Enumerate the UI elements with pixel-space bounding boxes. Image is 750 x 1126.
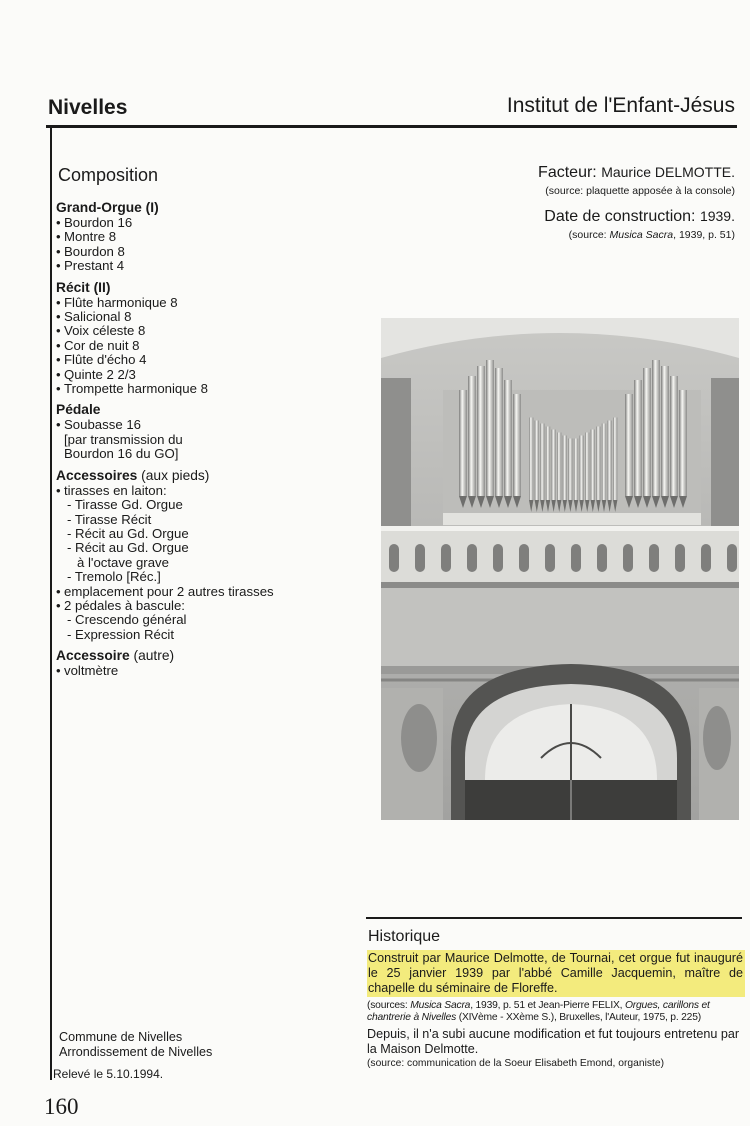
historique-paragraph: Depuis, il n'a subi aucune modification et fut toujours entretenu par la Maison Delmotte. bbox=[367, 1027, 740, 1056]
baluster-opening bbox=[649, 544, 659, 572]
stop-note: Bourdon 16 du GO] bbox=[64, 446, 179, 462]
accessory-item: • 2 pédales à bascule: bbox=[56, 597, 185, 613]
organ-pipe bbox=[551, 430, 555, 501]
organ-pipe bbox=[602, 424, 606, 501]
baluster-opening bbox=[389, 544, 399, 572]
accessory-subitem: - Crescendo général bbox=[67, 612, 187, 628]
baluster-opening bbox=[571, 544, 581, 572]
historique-title: Historique bbox=[368, 928, 441, 945]
stop-item: • Bourdon 8 bbox=[56, 243, 125, 259]
stop-item: • Cor de nuit 8 bbox=[56, 337, 140, 353]
organ-pipe bbox=[591, 430, 595, 501]
baluster-opening bbox=[623, 544, 633, 572]
date-source: (source: Musica Sacra, 1939, p. 51) bbox=[568, 229, 735, 241]
historique-body bbox=[367, 950, 745, 1070]
organ-photo bbox=[381, 318, 739, 820]
organ-pipe bbox=[546, 427, 550, 501]
facteur-value: Maurice DELMOTTE. bbox=[601, 164, 735, 180]
pedale-heading: Pédale bbox=[56, 402, 101, 418]
organ-pipe bbox=[596, 427, 600, 501]
accessory-item: • emplacement pour 2 autres tirasses bbox=[56, 583, 274, 599]
organ-pipe bbox=[568, 439, 572, 501]
stop-item: • Flûte d'écho 4 bbox=[56, 352, 147, 368]
historique-rule bbox=[366, 917, 742, 919]
baluster-opening bbox=[727, 544, 737, 572]
grand-orgue-heading: Grand-Orgue (I) bbox=[56, 200, 159, 215]
stop-item: • Bourdon 16 bbox=[56, 215, 133, 230]
stop-item: • Soubasse 16 bbox=[56, 417, 141, 433]
accessory-subitem: - Expression Récit bbox=[67, 626, 175, 642]
composition-title: Composition bbox=[58, 165, 159, 185]
organ-pipe bbox=[634, 380, 642, 496]
accessoires-pieds-heading: Accessoires (aux pieds) bbox=[56, 467, 210, 483]
accessory-item: • tirasses en laiton: bbox=[56, 482, 167, 498]
date-value: 1939. bbox=[699, 208, 735, 224]
baluster-opening bbox=[493, 544, 503, 572]
facteur-source: (source: plaquette apposée à la console) bbox=[545, 185, 735, 197]
composition-list bbox=[56, 200, 356, 685]
stop-item: • Salicional 8 bbox=[56, 309, 132, 325]
organ-pipe bbox=[607, 421, 611, 501]
organ-pipe bbox=[529, 418, 533, 501]
accessory-subitem: - Récit au Gd. Orgue bbox=[67, 540, 189, 556]
commune-block bbox=[59, 1030, 212, 1060]
organ-pipe bbox=[579, 436, 583, 501]
organ-pipe bbox=[643, 368, 651, 496]
organ-pipe bbox=[504, 380, 512, 496]
organ-pipe bbox=[486, 360, 494, 496]
accessoires-pieds-section bbox=[56, 468, 356, 642]
organ-pipe bbox=[679, 390, 687, 496]
organ-pipe bbox=[540, 424, 544, 501]
accessoire-autre-heading: Accessoire (autre) bbox=[56, 648, 175, 664]
organ-pipe bbox=[563, 436, 567, 501]
baluster-opening bbox=[675, 544, 685, 572]
grand-orgue-section bbox=[56, 200, 356, 274]
baluster-opening bbox=[441, 544, 451, 572]
organ-pipe bbox=[585, 433, 589, 501]
accessoire-autre-section bbox=[56, 648, 356, 678]
facteur-label: Facteur: bbox=[538, 164, 597, 181]
organ-pipe bbox=[670, 376, 678, 496]
stop-item: • Montre 8 bbox=[56, 229, 117, 245]
facteur-block bbox=[538, 164, 735, 197]
date-label: Date de construction: bbox=[544, 208, 696, 225]
accessory-subitem: - Tirasse Gd. Orgue bbox=[67, 497, 183, 513]
organ-pipe bbox=[477, 366, 485, 496]
commune-line: Commune de Nivelles bbox=[59, 1030, 183, 1044]
baluster-opening bbox=[467, 544, 477, 572]
organ-pipe bbox=[495, 368, 503, 496]
stop-item: • Trompette harmonique 8 bbox=[56, 381, 208, 397]
accessory-subitem: - Tirasse Récit bbox=[67, 511, 152, 527]
accessory-subitem: - Tremolo [Réc.] bbox=[67, 569, 161, 585]
recit-section bbox=[56, 280, 356, 397]
organ-pipes-left bbox=[459, 360, 521, 508]
baluster-opening bbox=[415, 544, 425, 572]
stop-note: [par transmission du bbox=[64, 431, 183, 447]
pedale-section bbox=[56, 402, 356, 461]
historique-paragraph-source: (source: communication de la Soeur Elisabeth Emond, organiste) bbox=[367, 1058, 665, 1069]
stop-item: • Quinte 2 2/3 bbox=[56, 366, 136, 382]
baluster-opening bbox=[597, 544, 607, 572]
baluster-opening bbox=[701, 544, 711, 572]
organ-pipe bbox=[557, 433, 561, 501]
accessory-subitem-cont: à l'octave grave bbox=[77, 554, 169, 570]
organ-pipe bbox=[468, 376, 476, 496]
accessory-item: • voltmètre bbox=[56, 663, 119, 679]
page-number: 160 bbox=[44, 1094, 79, 1119]
organ-pipe bbox=[625, 394, 633, 496]
baluster-opening bbox=[545, 544, 555, 572]
arrondissement-line: Arrondissement de Nivelles bbox=[59, 1045, 213, 1059]
baluster-opening bbox=[519, 544, 529, 572]
institution-heading: Institut de l'Enfant-Jésus bbox=[506, 94, 735, 117]
organ-pipe bbox=[661, 366, 669, 496]
left-margin-rule bbox=[50, 128, 52, 1080]
organ-pipe bbox=[574, 439, 578, 501]
releve-date: Relevé le 5.10.1994. bbox=[53, 1067, 164, 1081]
stop-item: • Prestant 4 bbox=[56, 258, 125, 274]
historique-sources: (sources: Musica Sacra, 1939, p. 51 et Jean-Pierre FELIX, Orgues, carillons et chantrerie à Nivelles (XIVème - XXème S.), Bruxelles, l'Auteur, 1975, p. 225) bbox=[367, 1000, 710, 1023]
organ-pipe bbox=[513, 394, 521, 496]
header-rule bbox=[46, 125, 737, 128]
date-block bbox=[544, 208, 735, 241]
organ-pipe bbox=[652, 360, 660, 496]
stop-item: • Voix céleste 8 bbox=[56, 323, 146, 339]
recit-heading: Récit (II) bbox=[56, 279, 111, 295]
organ-pipes-right bbox=[625, 360, 687, 508]
organ-pipe bbox=[613, 418, 617, 501]
accessory-subitem: - Récit au Gd. Orgue bbox=[67, 525, 189, 541]
stop-item: • Flûte harmonique 8 bbox=[56, 294, 178, 310]
organ-pipe bbox=[535, 421, 539, 501]
town-heading: Nivelles bbox=[48, 96, 128, 119]
historique-highlight: Construit par Maurice Delmotte, de Tournai, cet orgue fut inauguré le 25 janvier 1939 par l'abbé Camille Jacquemin, maître de chapelle du séminaire de Floreffe. bbox=[368, 951, 743, 995]
organ-pipe bbox=[459, 390, 467, 496]
